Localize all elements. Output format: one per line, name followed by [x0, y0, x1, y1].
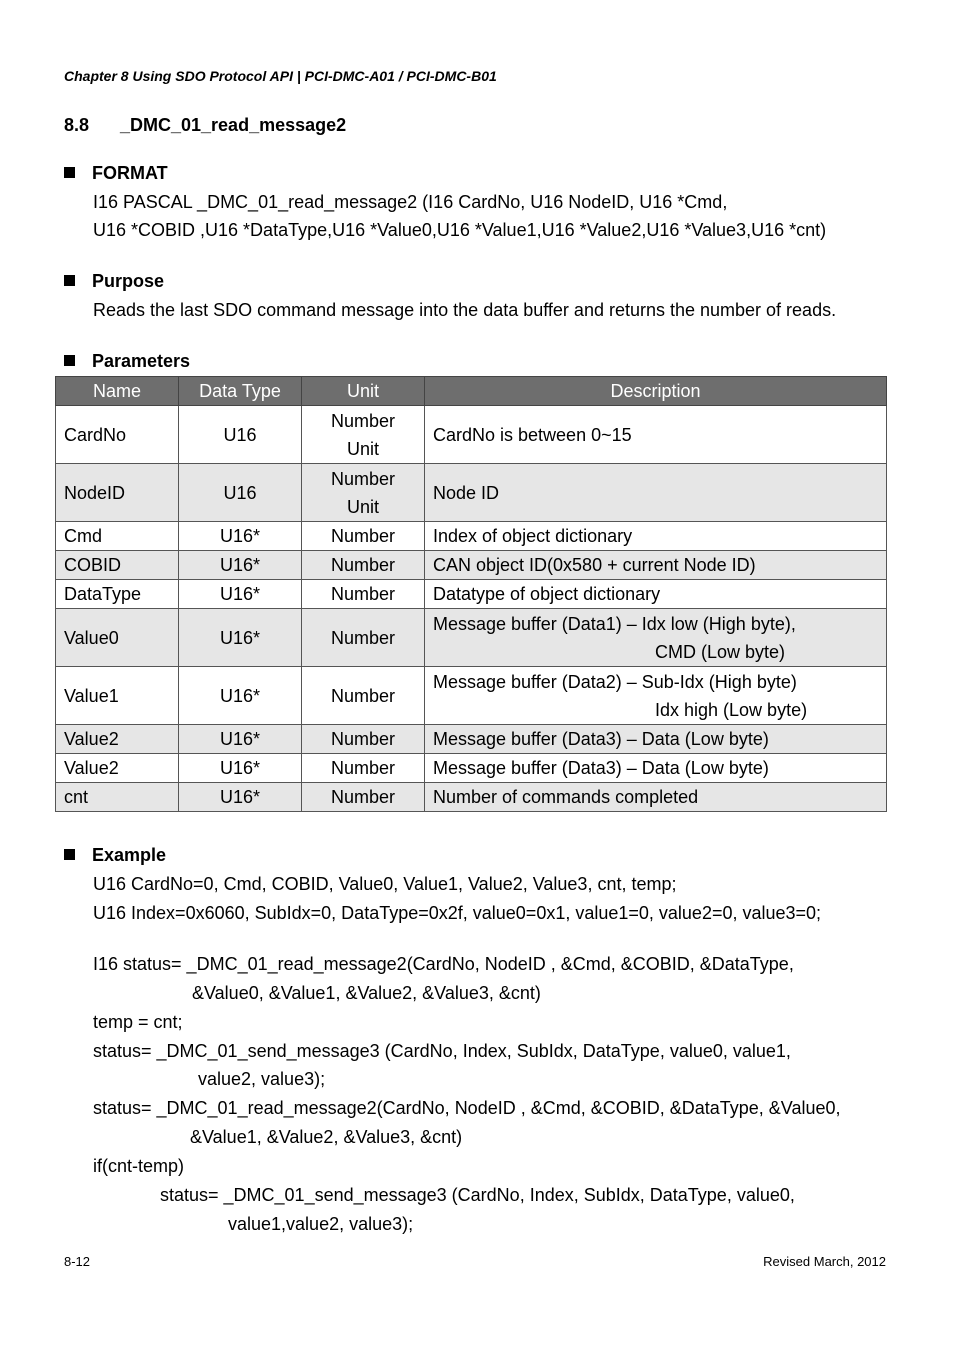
param-name: cnt	[56, 783, 179, 812]
column-header: Name	[56, 377, 179, 406]
example-line: I16 status= _DMC_01_read_message2(CardNo, NodeID , &Cmd, &COBID, &DataType,	[93, 954, 794, 974]
table-row	[56, 783, 887, 812]
table-row	[56, 725, 887, 754]
param-description: Datatype of object dictionary	[425, 580, 887, 609]
format-heading-label: FORMAT	[92, 163, 168, 183]
example-heading-label: Example	[92, 845, 167, 865]
param-description: CardNo is between 0~15	[425, 406, 887, 464]
param-description: CAN object ID(0x580 + current Node ID)	[425, 551, 887, 580]
param-type: U16*	[179, 754, 302, 783]
example-line: value1,value2, value3);	[228, 1214, 414, 1234]
param-name: Value2	[56, 725, 179, 754]
section-name: _DMC_01_read_message2	[120, 115, 347, 135]
param-unit: Number Unit	[302, 406, 425, 464]
param-name: CardNo	[56, 406, 179, 464]
param-unit: Number	[302, 667, 425, 725]
parameters-heading	[64, 351, 190, 372]
example-line: temp = cnt;	[93, 1012, 183, 1032]
page-header: Chapter 8 Using SDO Protocol API | PCI-DMC-A01 / PCI-DMC-B01	[64, 68, 497, 84]
section-number: 8.8	[64, 115, 90, 135]
param-name: Value2	[56, 754, 179, 783]
param-type: U16	[179, 464, 302, 522]
example-line: &Value0, &Value1, &Value2, &Value3, &cnt)	[192, 983, 541, 1003]
example-heading	[64, 845, 166, 866]
param-type: U16	[179, 406, 302, 464]
param-name: DataType	[56, 580, 179, 609]
purpose-heading	[64, 271, 164, 292]
param-description: Message buffer (Data3) – Data (Low byte)	[425, 725, 887, 754]
param-name: Cmd	[56, 522, 179, 551]
column-header: Data Type	[179, 377, 302, 406]
param-type: U16*	[179, 725, 302, 754]
format-line-1: I16 PASCAL _DMC_01_read_message2 (I16 CardNo, U16 NodeID, U16 *Cmd,	[93, 192, 728, 212]
format-heading	[64, 163, 168, 184]
param-description: Message buffer (Data2) – Sub-Idx (High byte) Idx high (Low byte)	[425, 667, 887, 725]
param-type: U16*	[179, 580, 302, 609]
param-unit: Number	[302, 725, 425, 754]
table-row	[56, 464, 887, 522]
bullet-icon	[64, 167, 75, 178]
param-name: Value0	[56, 609, 179, 667]
example-line: if(cnt-temp)	[93, 1156, 185, 1176]
param-type: U16*	[179, 551, 302, 580]
column-header: Description	[425, 377, 887, 406]
bullet-icon	[64, 849, 75, 860]
param-description: Node ID	[425, 464, 887, 522]
table-row	[56, 551, 887, 580]
bullet-icon	[64, 355, 75, 366]
parameters-heading-label: Parameters	[92, 351, 191, 371]
example-line: status= _DMC_01_read_message2(CardNo, NodeID , &Cmd, &COBID, &DataType, &Value0,	[93, 1098, 841, 1118]
param-name: COBID	[56, 551, 179, 580]
param-description: Message buffer (Data3) – Data (Low byte)	[425, 754, 887, 783]
param-description: Message buffer (Data1) – Idx low (High byte), CMD (Low byte)	[425, 609, 887, 667]
example-line: status= _DMC_01_send_message3 (CardNo, Index, SubIdx, DataType, value0, value1,	[93, 1041, 791, 1061]
table-row	[56, 609, 887, 667]
param-type: U16*	[179, 522, 302, 551]
param-description: Number of commands completed	[425, 783, 887, 812]
example-line: U16 Index=0x6060, SubIdx=0, DataType=0x2f, value0=0x1, value1=0, value2=0, value3=0;	[93, 903, 822, 923]
table-row	[56, 580, 887, 609]
param-unit: Number	[302, 754, 425, 783]
table-row	[56, 522, 887, 551]
revision-date: Revised March, 2012	[763, 1254, 886, 1269]
param-name: Value1	[56, 667, 179, 725]
example-line: value2, value3);	[198, 1069, 326, 1089]
param-unit: Number	[302, 783, 425, 812]
param-unit: Number	[302, 609, 425, 667]
purpose-heading-label: Purpose	[92, 271, 165, 291]
section-title	[64, 115, 346, 136]
table-row	[56, 406, 887, 464]
parameters-table	[55, 376, 887, 812]
example-line: status= _DMC_01_send_message3 (CardNo, Index, SubIdx, DataType, value0,	[160, 1185, 795, 1205]
param-type: U16*	[179, 609, 302, 667]
page-number: 8-12	[64, 1254, 91, 1269]
param-description: Index of object dictionary	[425, 522, 887, 551]
format-line-2: U16 *COBID ,U16 *DataType,U16 *Value0,U16 *Value1,U16 *Value2,U16 *Value3,U16 *cnt)	[93, 220, 827, 240]
example-line: U16 CardNo=0, Cmd, COBID, Value0, Value1, Value2, Value3, cnt, temp;	[93, 874, 677, 894]
column-header: Unit	[302, 377, 425, 406]
bullet-icon	[64, 275, 75, 286]
param-name: NodeID	[56, 464, 179, 522]
example-line: &Value1, &Value2, &Value3, &cnt)	[190, 1127, 463, 1147]
table-header-row	[56, 377, 887, 406]
param-unit: Number Unit	[302, 464, 425, 522]
param-unit: Number	[302, 522, 425, 551]
purpose-text: Reads the last SDO command message into the data buffer and returns the number of reads.	[93, 300, 837, 320]
table-row	[56, 667, 887, 725]
param-unit: Number	[302, 580, 425, 609]
param-type: U16*	[179, 667, 302, 725]
table-row	[56, 754, 887, 783]
param-type: U16*	[179, 783, 302, 812]
param-unit: Number	[302, 551, 425, 580]
